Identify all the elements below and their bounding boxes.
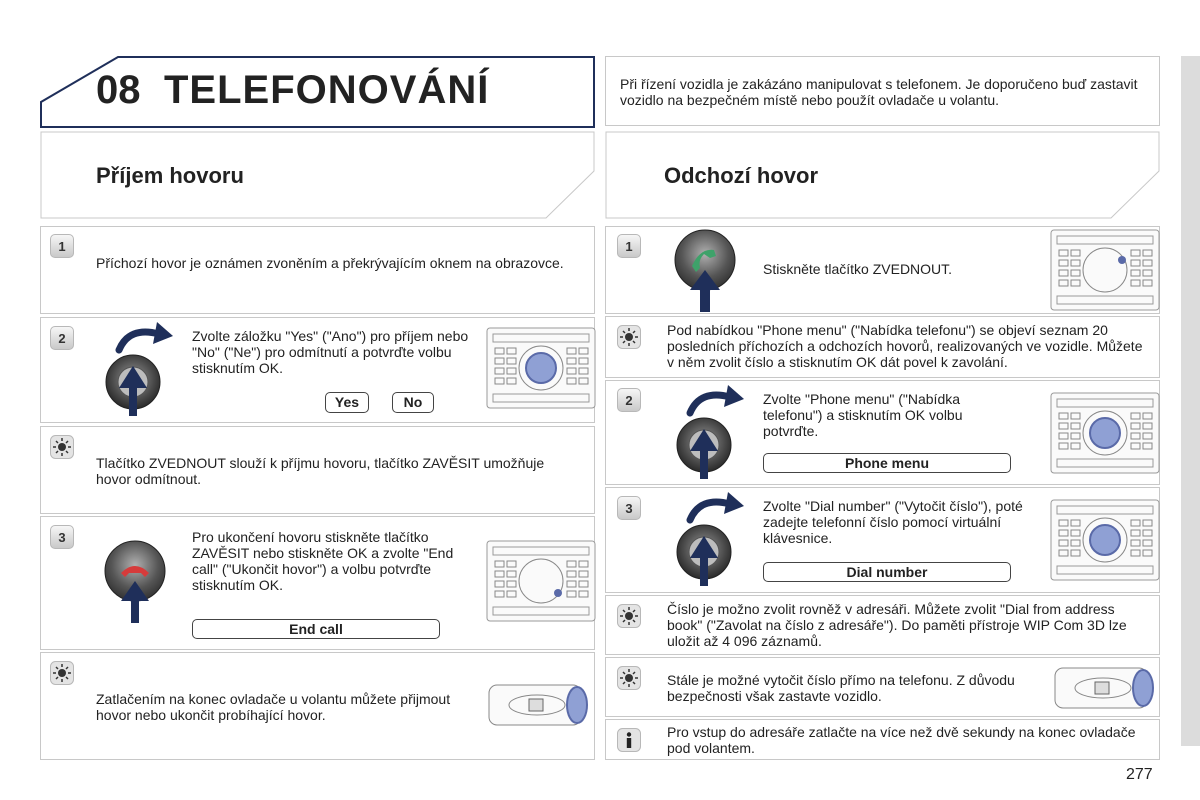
console-panel-icon — [1051, 230, 1161, 312]
right-step-1-text: Stiskněte tlačítko ZVEDNOUT. — [763, 261, 953, 277]
page-number: 277 — [1126, 766, 1153, 783]
chapter-number: 08 — [96, 68, 141, 112]
rotary-knob-icon — [672, 490, 762, 590]
yes-button[interactable]: Yes — [325, 392, 369, 413]
step-number-badge: 1 — [50, 234, 74, 258]
step-number-badge: 2 — [50, 326, 74, 350]
sun-tip-icon — [617, 604, 641, 628]
right-info — [605, 719, 1160, 760]
warning-text: Při řízení vozidla je zakázáno manipulovat s telefonem. Je doporučeno buď zastavit vozidlo na bezpečném místě nebo použít ovladače u volantu. — [620, 76, 1138, 108]
right-tip-1 — [605, 316, 1160, 378]
right-step-3-text: Zvolte "Dial number" ("Vytočit číslo"), poté zadejte telefonní číslo pomocí virtuální klávesnice. — [763, 498, 1023, 546]
console-panel-icon — [1051, 500, 1161, 582]
end-call-button[interactable]: End call — [192, 619, 440, 639]
left-step-1-text: Příchozí hovor je oznámen zvoněním a překrývajícím oknem na obrazovce. — [96, 255, 564, 271]
right-step-1 — [605, 226, 1160, 314]
sun-tip-icon — [50, 435, 74, 459]
right-tip-3 — [605, 657, 1160, 717]
right-tip-2-text: Číslo je možno zvolit rovněž v adresáři. Můžete zvolit "Dial from address book" ("Zavolat na číslo z adresáře"). Do paměti přístroje WIP Com 3D lze uložit až 4 096 záznamů. — [667, 601, 1127, 649]
right-section-heading: Odchozí hovor — [664, 163, 818, 188]
left-step-2 — [40, 317, 595, 423]
console-panel-icon — [487, 541, 597, 623]
step-number-badge: 1 — [617, 234, 641, 258]
hangup-button-icon — [103, 537, 173, 627]
sun-tip-icon — [50, 661, 74, 685]
pickup-button-icon — [670, 228, 740, 318]
right-tip-3-text: Stále je možné vytočit číslo přímo na telefonu. Z důvodu bezpečnosti však zastavte vozidlo. — [667, 672, 1015, 704]
chapter-title: TELEFONOVÁNÍ — [164, 68, 490, 112]
left-step-3 — [40, 516, 595, 650]
no-button[interactable]: No — [392, 392, 434, 413]
right-step-3 — [605, 487, 1160, 593]
right-step-2-text: Zvolte "Phone menu" ("Nabídka telefonu") a stisknutím OK volbu potvrďte. — [763, 391, 963, 439]
left-step-2-text: Zvolte záložku "Yes" ("Ano") pro příjem nebo "No" ("Ne") pro odmítnutí a potvrďte volbu stisknutím OK. — [192, 328, 469, 376]
steering-stalk-icon — [487, 677, 591, 733]
chapter-header — [40, 56, 595, 128]
console-panel-icon — [1051, 393, 1161, 475]
left-tip-2 — [40, 652, 595, 760]
dial-number-button[interactable]: Dial number — [763, 562, 1011, 582]
right-tip-2 — [605, 595, 1160, 655]
left-tip-2-text: Zatlačením na konec ovladače u volantu můžete přijmout hovor nebo ukončit probíhající hovor. — [96, 691, 451, 723]
left-step-1 — [40, 226, 595, 314]
sun-tip-icon — [617, 666, 641, 690]
phone-menu-button[interactable]: Phone menu — [763, 453, 1011, 473]
step-number-badge: 2 — [617, 388, 641, 412]
warning-box — [605, 56, 1160, 126]
left-tip-1 — [40, 426, 595, 514]
rotary-knob-icon — [672, 383, 762, 483]
steering-stalk-icon — [1053, 660, 1157, 716]
right-info-text: Pro vstup do adresáře zatlačte na více než dvě sekundy na konec ovladače pod volantem. — [667, 724, 1136, 756]
right-section-heading-box — [605, 131, 1160, 219]
right-tip-1-text: Pod nabídkou "Phone menu" ("Nabídka telefonu") se objeví seznam 20 posledních příchozích a odchozích hovorů, realizovaných ve vozidle. Můžete v něm zvolit číslo a stisknutím OK dát povel k zavolání. — [667, 322, 1143, 370]
left-section-heading-box — [40, 131, 595, 219]
left-step-3-text: Pro ukončení hovoru stiskněte tlačítko ZAVĚSIT nebo stiskněte OK a zvolte "End call" ("Ukončit hovor") a volbu potvrďte stisknutím OK. — [192, 529, 454, 593]
right-step-2 — [605, 380, 1160, 485]
console-panel-icon — [487, 328, 597, 410]
left-tip-1-text: Tlačítko ZVEDNOUT slouží k příjmu hovoru, tlačítko ZAVĚSIT umožňuje hovor odmítnout. — [96, 455, 545, 487]
sun-tip-icon — [617, 325, 641, 349]
rotary-knob-icon — [101, 320, 191, 420]
step-number-badge: 3 — [617, 496, 641, 520]
chapter-tab — [1181, 56, 1200, 746]
left-section-heading: Příjem hovoru — [96, 163, 244, 188]
step-number-badge: 3 — [50, 525, 74, 549]
info-icon — [617, 728, 641, 752]
